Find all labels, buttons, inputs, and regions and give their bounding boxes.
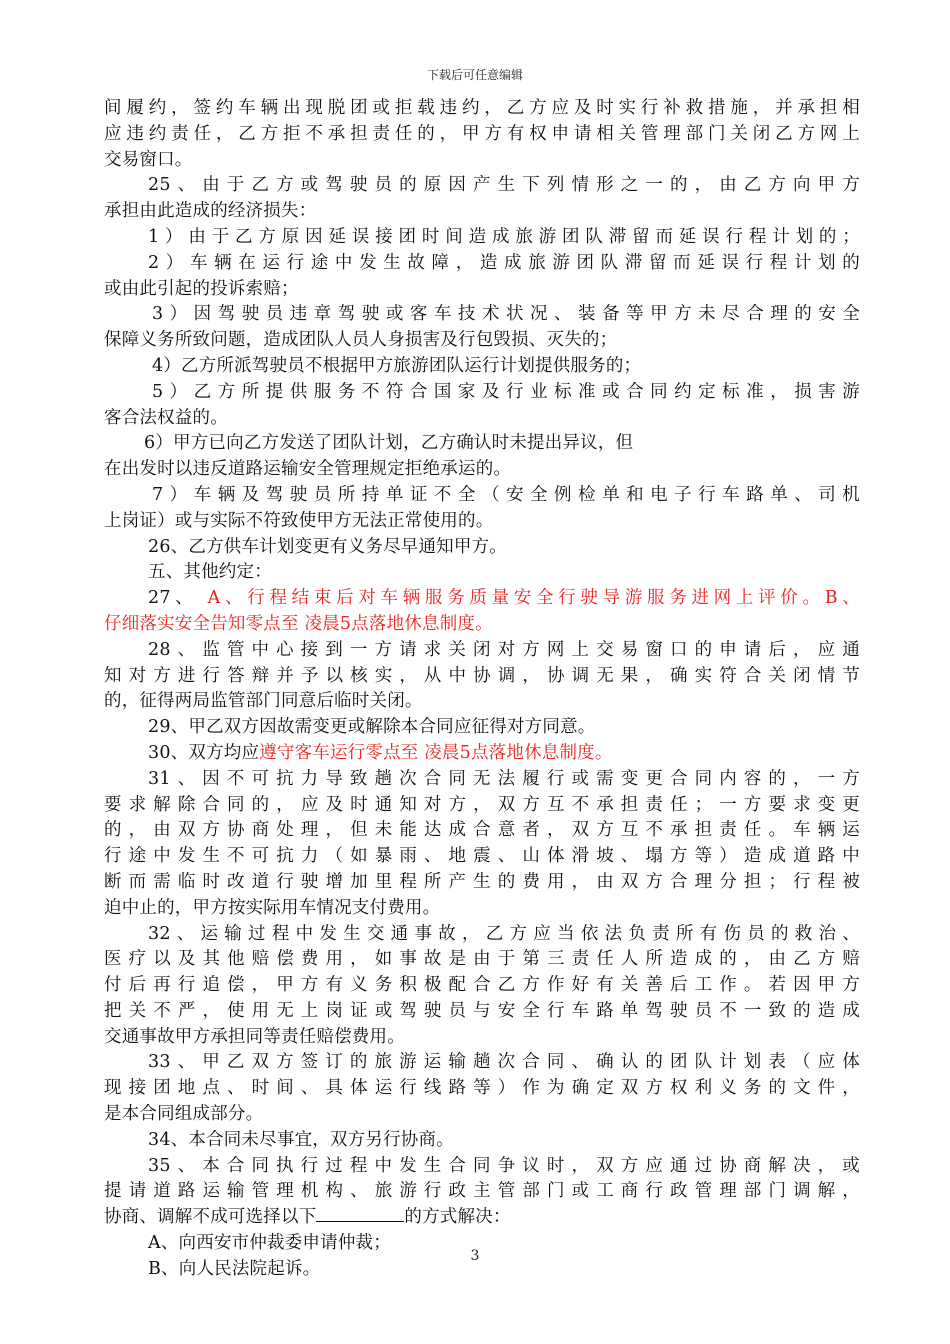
- text-segment: 35、本合同执行过程中发生合同争议时，双方应通过协商解决，或: [148, 1155, 860, 1176]
- text-segment: 1）由于乙方原因延误接团时间造成旅游团队滞留而延误行程计划的；: [148, 226, 860, 247]
- text-segment: 保障义务所致问题，造成团队人员人身损害及行包毁损、灭失的；: [104, 330, 618, 351]
- text-line: [104, 457, 860, 483]
- text-segment: 26、乙方供车计划变更有义务尽早通知甲方。: [148, 536, 507, 557]
- text-line: [104, 302, 860, 328]
- text-segment: 迫中止的，甲方按实际用车情况支付费用。: [104, 897, 441, 918]
- text-line: [104, 173, 860, 199]
- text-segment: 3）因驾驶员违章驾驶或客车技术状况、装备等甲方未尽合理的安全: [152, 304, 860, 325]
- text-segment: 承担由此造成的经济损失：: [104, 201, 317, 222]
- text-segment: 医疗以及其他赔偿费用，如事故是由于第三责任人所造成的，由乙方赔: [104, 949, 860, 970]
- text-segment: 28、监管中心接到一方请求关闭对方网上交易窗口的申请后，应通: [148, 639, 860, 660]
- text-segment: 2）车辆在运行途中发生故障，造成旅游团队滞留而延误行程计划的: [148, 252, 860, 273]
- text-line: [104, 277, 860, 303]
- text-segment: 把关不严，使用无上岗证或驾驶员与安全行车路单驾驶员不一致的造成: [104, 1000, 860, 1021]
- text-line: [104, 1050, 860, 1076]
- text-segment: 交易窗口。: [104, 149, 193, 170]
- text-line: [104, 1076, 860, 1102]
- text-segment: 的，征得两局监管部门同意后临时关闭。: [104, 691, 423, 712]
- text-segment: 33、甲乙双方签订的旅游运输趟次合同、确认的团队计划表（应体: [148, 1052, 860, 1073]
- text-line: [104, 1154, 860, 1180]
- text-line: [104, 483, 860, 509]
- text-line: [104, 818, 860, 844]
- text-segment: 7）车辆及驾驶员所持单证不全（安全例检单和电子行车路单、司机: [152, 484, 860, 505]
- highlighted-text: 遵守客车运行零点至 凌晨5点落地休息制度。: [259, 742, 613, 763]
- text-line: [104, 1205, 860, 1231]
- highlighted-text: 仔细落实安全告知零点至 凌晨5点落地休息制度。: [104, 613, 493, 634]
- text-segment: 5）乙方所提供服务不符合国家及行业标准或合同约定标准，损害游: [152, 381, 860, 402]
- page-number: 3: [470, 1248, 480, 1264]
- text-line: [104, 406, 860, 432]
- document-body: [104, 96, 860, 1283]
- page-header: 下载后可任意编辑: [426, 68, 523, 82]
- text-segment: A、向西安市仲裁委申请仲裁；: [148, 1233, 391, 1254]
- text-segment: 五、其他约定：: [148, 562, 272, 583]
- text-line: [104, 354, 860, 380]
- text-line: [104, 793, 860, 819]
- text-segment: 交通事故甲方承担同等责任赔偿费用。: [104, 1026, 405, 1047]
- text-line: [104, 844, 860, 870]
- text-line: [104, 896, 860, 922]
- text-segment: 客合法权益的。: [104, 407, 228, 428]
- text-line: [104, 1102, 860, 1128]
- text-line: [104, 148, 860, 174]
- text-segment: 知对方进行答辩并予以核实，从中协调，协调无果，确实符合关闭情节: [104, 665, 860, 686]
- text-line: [104, 1128, 860, 1154]
- text-line: [104, 199, 860, 225]
- text-line: [104, 535, 860, 561]
- text-segment: B、向人民法院起诉。: [148, 1258, 321, 1279]
- text-segment: 的方式解决：: [404, 1207, 511, 1228]
- text-segment: 上岗证）或与实际不符致使甲方无法正常使用的。: [104, 510, 494, 531]
- text-segment: 是本合同组成部分。: [104, 1104, 264, 1125]
- highlighted-text: A、行程结束后对车辆服务质量安全行驶导游服务进网上评价。B、: [207, 588, 860, 609]
- text-segment: 提请道路运输管理机构、旅游行政主管部门或工商行政管理部门调解，: [104, 1181, 860, 1202]
- text-segment: 付后再行追偿，甲方有义务积极配合乙方作好有关善后工作。若因甲方: [104, 975, 860, 996]
- text-line: [104, 380, 860, 406]
- text-line: [104, 999, 860, 1025]
- text-line: [104, 612, 860, 638]
- text-line: [104, 251, 860, 277]
- text-segment: 34、本合同未尽事宜，双方另行协商。: [148, 1129, 454, 1150]
- text-line: [104, 122, 860, 148]
- text-line: [104, 586, 860, 612]
- text-segment: 在出发时以违反道路运输安全管理规定拒绝承运的。: [104, 459, 512, 480]
- text-line: [104, 225, 860, 251]
- text-line: [104, 638, 860, 664]
- text-line: [104, 431, 860, 457]
- text-segment: 31、因不可抗力导致趟次合同无法履行或需变更合同内容的，一方: [148, 768, 860, 789]
- text-segment: 现接团地点、时间、具体运行线路等）作为确定双方权利义务的文件，: [104, 1078, 860, 1099]
- fill-in-blank: [316, 1205, 404, 1222]
- text-line: [104, 1179, 860, 1205]
- text-segment: 行途中发生不可抗力（如暴雨、地震、山体滑坡、塌方等）造成道路中: [104, 846, 860, 867]
- text-segment: 协商、调解不成可选择以下: [104, 1207, 317, 1228]
- text-line: [104, 741, 860, 767]
- text-segment: 6）甲方已向乙方发送了团队计划，乙方确认时未提出异议，但: [144, 433, 634, 454]
- text-segment: 断而需临时改道行驶增加里程所产生的费用，由双方合理分担；行程被: [104, 871, 860, 892]
- text-segment: 32、运输过程中发生交通事故，乙方应当依法负责所有伤员的救治、: [148, 923, 860, 944]
- text-segment: 要求解除合同的，应及时通知对方，双方互不承担责任；一方要求变更: [104, 794, 860, 815]
- text-segment: 的，由双方协商处理，但未能达成合意者，双方互不承担责任。车辆运: [104, 820, 860, 841]
- text-segment: 或由此引起的投诉索赔；: [104, 278, 299, 299]
- text-line: [104, 973, 860, 999]
- text-line: [104, 96, 860, 122]
- text-segment: 应违约责任，乙方拒不承担责任的，甲方有权申请相关管理部门关闭乙方网上: [104, 123, 860, 144]
- text-segment: 30、双方均应: [148, 742, 260, 763]
- text-line: [104, 922, 860, 948]
- text-segment: 27、: [148, 588, 208, 609]
- text-segment: 25、由于乙方或驾驶员的原因产生下列情形之一的，由乙方向甲方: [148, 175, 860, 196]
- text-line: [104, 328, 860, 354]
- text-line: [104, 767, 860, 793]
- text-line: [104, 664, 860, 690]
- text-line: [104, 947, 860, 973]
- text-segment: 4）乙方所派驾驶员不根据甲方旅游团队运行计划提供服务的；: [152, 355, 642, 376]
- text-line: [104, 560, 860, 586]
- text-line: [104, 1025, 860, 1051]
- text-line: [104, 715, 860, 741]
- text-line: [104, 870, 860, 896]
- text-segment: 29、甲乙双方因故需变更或解除本合同应征得对方同意。: [148, 717, 596, 738]
- text-segment: 间履约，签约车辆出现脱团或拒载违约，乙方应及时实行补救措施，并承担相: [104, 98, 860, 118]
- text-line: [104, 509, 860, 535]
- text-line: [104, 689, 860, 715]
